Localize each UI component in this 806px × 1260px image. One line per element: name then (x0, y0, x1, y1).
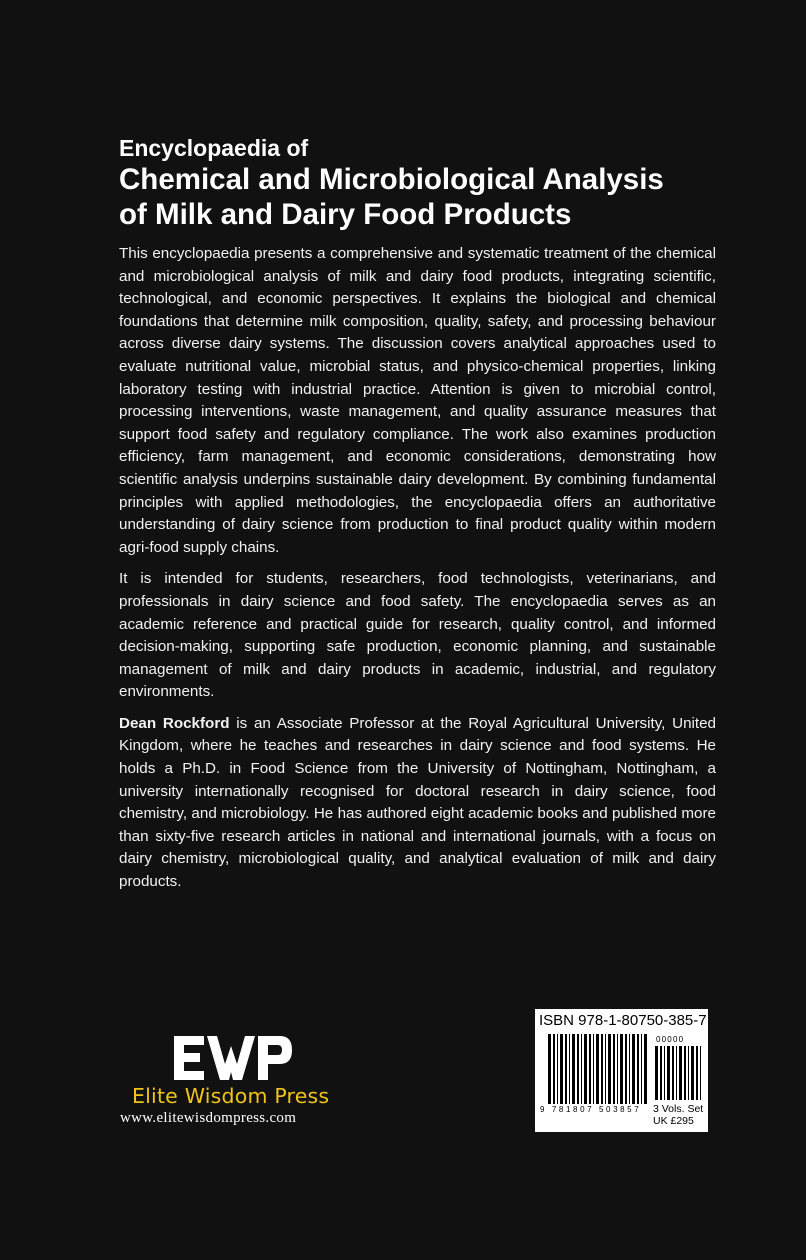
author-name: Dean Rockford (119, 714, 230, 732)
title-block (119, 134, 719, 232)
book-title-line-2: of Milk and Dairy Food Products (119, 198, 572, 231)
publisher-block (118, 1036, 358, 1127)
blurb (119, 243, 716, 903)
addon-digits: 00000 (656, 1035, 685, 1044)
volume-count: 3 Vols. Set (653, 1103, 704, 1115)
price: UK £295 (653, 1115, 694, 1127)
description-paragraph-1: This encyclopaedia presents a comprehensive and systematic treatment of the chemical and microbiological analysis of milk and dairy food products, integrating scientific, technological, and economic perspectives. It explains the biological and chemical foundations that determine milk composition, quality, safety, and processing behaviour across diverse dairy systems. The discussion covers analytical approaches used to evaluate nutritional value, microbial status, and physico-chemical properties, linking laboratory testing with industrial practice. Attention is given to microbial control, processing interventions, waste management, and quality assurance measures that support food safety and regulatory compliance. The work also examines production efficiency, farm management, and economic considerations, demonstrating how scientific analysis underpins sustainable dairy development. By combining fundamental principles with applied methodologies, the encyclopaedia offers an authoritative understanding of dairy science from production to final product quality within modern agri-food supply chains. (119, 245, 716, 556)
publisher-url: www.elitewisdompress.com (120, 1110, 297, 1126)
barcode-digits: 9 781807 503857 (540, 1105, 642, 1114)
isbn-barcode (535, 1009, 708, 1132)
description-paragraph-2: It is intended for students, researchers, food technologists, veterinarians, and professionals in dairy science and food safety. The encyclopaedia serves as an academic reference and practical guide for research, quality control, and informed decision-making, supporting safe production, economic planning, and sustainable management of milk and dairy products in academic, industrial, and regulatory environments. (119, 570, 716, 701)
ewp-logo-icon (174, 1036, 292, 1080)
book-title-line-1: Chemical and Microbiological Analysis (119, 163, 664, 196)
series-line: Encyclopaedia of (119, 135, 309, 161)
isbn-number: ISBN 978-1-80750-385-7 (539, 1012, 707, 1029)
publisher-name: Elite Wisdom Press (132, 1084, 330, 1108)
author-bio: is an Associate Professor at the Royal Agricultural University, United Kingdom, where he teaches and researches in dairy science and food systems. He holds a Ph.D. in Food Science from the University of Nottingham, Nottingham, a university internationally recognised for doctoral research in dairy science, food chemistry, and microbiology. He has authored eight academic books and published more than sixty-five research articles in national and international journals, with a focus on dairy chemistry, microbiological quality, and analytical evaluation of milk and dairy products. (119, 714, 716, 891)
author-bio-paragraph (119, 713, 716, 894)
